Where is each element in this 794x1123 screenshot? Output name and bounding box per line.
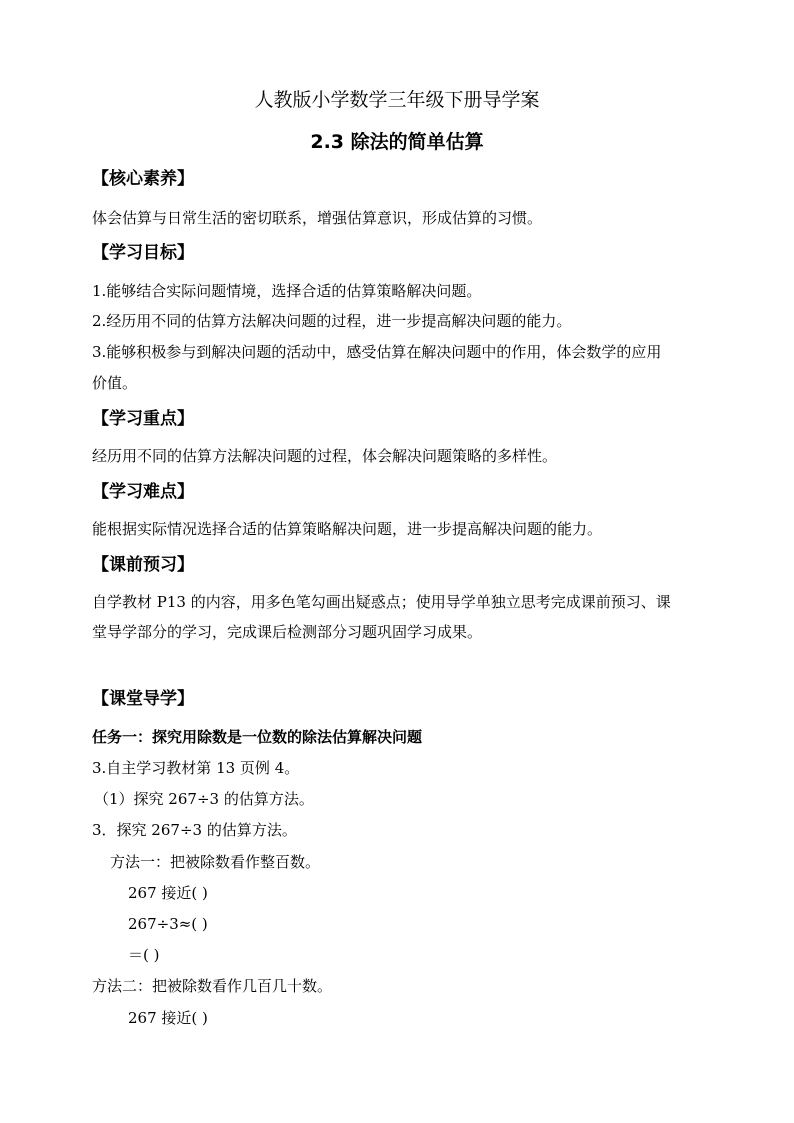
blank-line: 267 接近( )	[128, 884, 208, 902]
heading-guide: 【课堂导学】	[92, 689, 194, 709]
key-text: 经历用不同的估算方法解决问题的过程，体会解决问题策略的多样性。	[92, 447, 558, 465]
task-one-title: 任务一：探究用除数是一位数的除法估算解决问题	[92, 728, 423, 746]
lesson-title: 2.3 除法的简单估算	[310, 131, 484, 153]
heading-preview: 【课前预习】	[92, 555, 194, 575]
blank-line: 267÷3≈( )	[128, 915, 208, 933]
guide-line: 3.自主学习教材第 13 页例 4。	[92, 759, 300, 777]
goal-item: 价值。	[92, 374, 138, 392]
method-two: 方法二：把被除数看作几百几十数。	[92, 977, 333, 995]
core-text: 体会估算与日常生活的密切联系，增强估算意识，形成估算的习惯。	[92, 209, 543, 227]
goal-item: 3.能够积极参与到解决问题的活动中，感受估算在解决问题中的作用，体会数学的应用	[92, 343, 662, 361]
difficulty-text: 能根据实际情况选择合适的估算策略解决问题，进一步提高解决问题的能力。	[92, 520, 603, 538]
document-title: 人教版小学数学三年级下册导学案	[254, 89, 540, 111]
goal-item: 2.经历用不同的估算方法解决问题的过程，进一步提高解决问题的能力。	[92, 312, 572, 330]
heading-goals: 【学习目标】	[92, 243, 194, 263]
blank-line: 267 接近( )	[128, 1009, 208, 1027]
goal-item: 1.能够结合实际问题情境，选择合适的估算策略解决问题。	[92, 282, 482, 300]
method-one: 方法一：把被除数看作整百数。	[110, 853, 321, 871]
blank-line: ＝( )	[128, 946, 160, 964]
heading-difficulty: 【学习难点】	[92, 482, 194, 502]
preview-line: 堂导学部分的学习，完成课后检测部分习题巩固学习成果。	[92, 623, 483, 641]
preview-line: 自学教材 P13 的内容，用多色笔勾画出疑惑点；使用导学单独立思考完成课前预习、课	[92, 593, 671, 611]
guide-line: 3．探究 267÷3 的估算方法。	[92, 821, 297, 839]
heading-core: 【核心素养】	[92, 169, 194, 189]
guide-line: （1）探究 267÷3 的估算方法。	[94, 790, 314, 808]
heading-key: 【学习重点】	[92, 409, 194, 429]
